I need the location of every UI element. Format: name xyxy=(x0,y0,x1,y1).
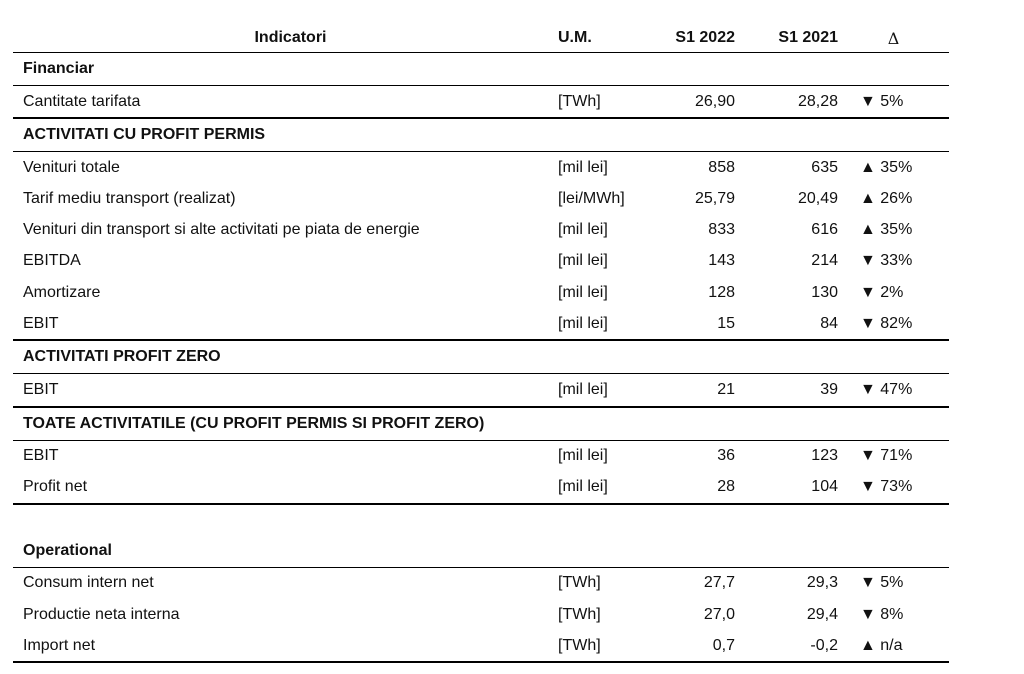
value-s1-2021: 29,3 xyxy=(806,574,838,592)
section-header-row xyxy=(13,118,949,152)
value-s1-2022: 25,79 xyxy=(694,189,735,207)
delta-cell: ▲ 35% xyxy=(860,158,913,176)
indicator-label: Productie neta interna xyxy=(23,605,180,623)
value-s1-2021: 39 xyxy=(735,374,838,407)
table-row xyxy=(13,86,949,119)
indicator-label: Import net xyxy=(13,630,558,662)
indicators-table-container xyxy=(13,24,949,663)
unit-cell: [lei/MWh] xyxy=(558,189,625,207)
delta-cell: ▼ 33% xyxy=(860,252,913,270)
indicator-label: Tarif mediu transport (realizat) xyxy=(23,189,236,207)
value-s1-2022: 28 xyxy=(653,472,735,504)
indicator-label: EBITDA xyxy=(23,252,81,270)
header-unit: U.M. xyxy=(558,24,653,53)
section-title: ACTIVITATI PROFIT ZERO xyxy=(13,340,949,374)
table-row xyxy=(13,183,949,214)
unit-cell: [TWh] xyxy=(558,574,601,592)
header-s1-2021: S1 2021 xyxy=(735,24,838,53)
header-delta: Δ xyxy=(838,24,949,53)
value-s1-2021: 130 xyxy=(811,283,838,301)
unit-cell: [TWh] xyxy=(558,86,653,119)
table-row xyxy=(13,472,949,504)
unit-cell: [mil lei] xyxy=(558,252,608,270)
indicator-label: Amortizare xyxy=(23,283,101,301)
value-s1-2021: 28,28 xyxy=(735,86,838,119)
value-s1-2021: 635 xyxy=(811,158,838,176)
section-title: TOATE ACTIVITATILE (CU PROFIT PERMIS SI PROFIT ZERO) xyxy=(13,407,949,441)
table-row xyxy=(13,152,949,184)
unit-cell: [mil lei] xyxy=(558,374,653,407)
spacer-cell xyxy=(13,504,949,535)
value-s1-2021: 104 xyxy=(735,472,838,504)
indicator-label: Profit net xyxy=(13,472,558,504)
value-s1-2022: 26,90 xyxy=(653,86,735,119)
value-s1-2022: 36 xyxy=(717,447,735,465)
table-row xyxy=(13,440,949,472)
delta-cell: ▼ 71% xyxy=(860,447,913,465)
unit-cell: [TWh] xyxy=(558,605,601,623)
indicator-label: Venituri din transport si alte activitati pe piata de energie xyxy=(23,221,420,239)
value-s1-2021: 84 xyxy=(735,308,838,340)
delta-cell: ▼ 8% xyxy=(860,605,904,623)
indicator-label: EBIT xyxy=(13,374,558,407)
header-s1-2022: S1 2022 xyxy=(653,24,735,53)
table-row xyxy=(13,599,949,630)
spacer-row xyxy=(13,504,949,535)
unit-cell: [mil lei] xyxy=(558,158,608,176)
table-header-row xyxy=(13,24,949,53)
delta-cell: ▼ 5% xyxy=(860,574,904,592)
table-row xyxy=(13,215,949,246)
value-s1-2021: 214 xyxy=(811,252,838,270)
indicator-label: Consum intern net xyxy=(23,574,154,592)
table-row xyxy=(13,630,949,662)
value-s1-2021: 616 xyxy=(811,221,838,239)
value-s1-2021: 29,4 xyxy=(806,605,838,623)
table-row xyxy=(13,374,949,407)
unit-cell: [mil lei] xyxy=(558,221,608,239)
unit-cell: [mil lei] xyxy=(558,472,653,504)
delta-cell: ▲ 35% xyxy=(860,221,913,239)
value-s1-2022: 15 xyxy=(653,308,735,340)
value-s1-2022: 21 xyxy=(653,374,735,407)
unit-cell: [TWh] xyxy=(558,630,653,662)
value-s1-2022: 27,0 xyxy=(703,605,735,623)
section-header-row xyxy=(13,535,949,568)
indicator-label: Cantitate tarifata xyxy=(13,86,558,119)
delta-cell: ▼ 82% xyxy=(838,308,949,340)
unit-cell: [mil lei] xyxy=(558,308,653,340)
delta-cell: ▼ 5% xyxy=(838,86,949,119)
section-header-row xyxy=(13,53,949,86)
indicator-label: EBIT xyxy=(23,447,59,465)
table-row xyxy=(13,246,949,277)
indicator-label: Venituri totale xyxy=(23,158,120,176)
indicators-table xyxy=(13,24,949,663)
delta-cell: ▼ 2% xyxy=(860,283,904,301)
delta-cell: ▼ 47% xyxy=(838,374,949,407)
value-s1-2021: 123 xyxy=(811,447,838,465)
table-row xyxy=(13,308,949,340)
value-s1-2022: 833 xyxy=(708,221,735,239)
table-row xyxy=(13,277,949,308)
delta-cell: ▲ n/a xyxy=(838,630,949,662)
value-s1-2022: 858 xyxy=(708,158,735,176)
unit-cell: [mil lei] xyxy=(558,447,608,465)
table-body xyxy=(13,53,949,663)
value-s1-2021: -0,2 xyxy=(735,630,838,662)
section-title: Financiar xyxy=(13,53,949,86)
header-indicator: Indicatori xyxy=(13,24,558,53)
table-row xyxy=(13,567,949,599)
section-title: ACTIVITATI CU PROFIT PERMIS xyxy=(13,118,949,152)
unit-cell: [mil lei] xyxy=(558,283,608,301)
value-s1-2022: 27,7 xyxy=(703,574,735,592)
indicator-label: EBIT xyxy=(13,308,558,340)
delta-cell: ▲ 26% xyxy=(860,189,913,207)
value-s1-2022: 128 xyxy=(708,283,735,301)
value-s1-2021: 20,49 xyxy=(797,189,838,207)
section-header-row xyxy=(13,340,949,374)
section-header-row xyxy=(13,407,949,441)
value-s1-2022: 0,7 xyxy=(653,630,735,662)
value-s1-2022: 143 xyxy=(708,252,735,270)
section-title: Operational xyxy=(13,535,949,568)
delta-cell: ▼ 73% xyxy=(838,472,949,504)
